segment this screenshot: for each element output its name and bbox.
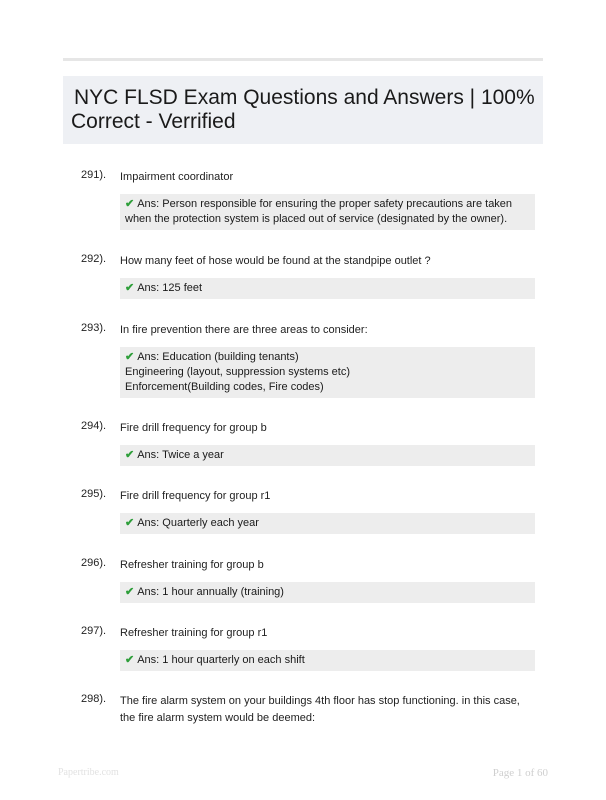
check-icon: ✔ [125, 282, 135, 294]
question-number: 298). [81, 693, 107, 705]
question-number: 292). [81, 253, 107, 265]
answer-box [120, 650, 535, 671]
title-banner [63, 76, 543, 144]
page-number: Page 1 of 60 [492, 767, 548, 779]
answer-line [125, 281, 530, 296]
answer-text: Ans: 125 feet [137, 282, 203, 294]
question-number: 293). [81, 322, 107, 334]
answer-line [125, 516, 530, 531]
answer-line [125, 653, 530, 668]
answer-text: Ans: Twice a year [137, 449, 224, 461]
check-icon: ✔ [125, 654, 135, 666]
question-number: 297). [81, 625, 107, 637]
check-icon: ✔ [125, 517, 135, 529]
answer-line [125, 380, 530, 395]
answer-box [120, 445, 535, 466]
answer-text: Ans: 1 hour quarterly on each shift [137, 654, 305, 666]
answer-box [120, 194, 535, 230]
answer-line [125, 448, 530, 463]
question-text: Refresher training for group b [120, 559, 264, 571]
question-number: 294). [81, 420, 107, 432]
question-text: How many feet of hose would be found at the standpipe outlet ? [120, 255, 431, 267]
check-icon: ✔ [125, 586, 135, 598]
question-number: 295). [81, 488, 107, 500]
answer-box [120, 278, 535, 299]
question-text: In fire prevention there are three areas to consider: [120, 324, 368, 336]
answer-text: Ans: 1 hour annually (training) [137, 586, 284, 598]
answer-text: Ans: Quarterly each year [137, 517, 259, 529]
answer-box [120, 513, 535, 534]
page-title: NYC FLSD Exam Questions and Answers | 100% Correct - Verrified [71, 86, 535, 133]
answer-line [125, 350, 530, 365]
question-number: 291). [81, 169, 107, 181]
answer-box [120, 347, 535, 398]
answer-text: Enforcement(Building codes, Fire codes) [125, 381, 324, 393]
check-icon: ✔ [125, 351, 135, 363]
answer-line [125, 365, 530, 380]
question-text: Impairment coordinator [120, 171, 234, 183]
check-icon: ✔ [125, 198, 135, 210]
question-text: The fire alarm system on your buildings 4th floor has stop functioning. in this case, the fire alarm system would be deemed: [120, 695, 520, 724]
question-text: Fire drill frequency for group r1 [120, 490, 271, 502]
answer-text: Ans: Person responsible for ensuring the proper safety precautions are taken when the protection system is placed out of service (designated by the owner). [125, 198, 513, 225]
answer-box [120, 582, 535, 603]
question-number: 296). [81, 557, 107, 569]
answer-line [125, 197, 530, 227]
check-icon: ✔ [125, 449, 135, 461]
answer-line [125, 585, 530, 600]
answer-text: Engineering (layout, suppression systems etc) [125, 366, 350, 378]
answer-text: Ans: Education (building tenants) [137, 351, 299, 363]
question-text: Fire drill frequency for group b [120, 422, 267, 434]
question-text: Refresher training for group r1 [120, 627, 268, 639]
top-divider [63, 58, 543, 61]
footer-watermark: Papertribe.com [58, 767, 119, 778]
